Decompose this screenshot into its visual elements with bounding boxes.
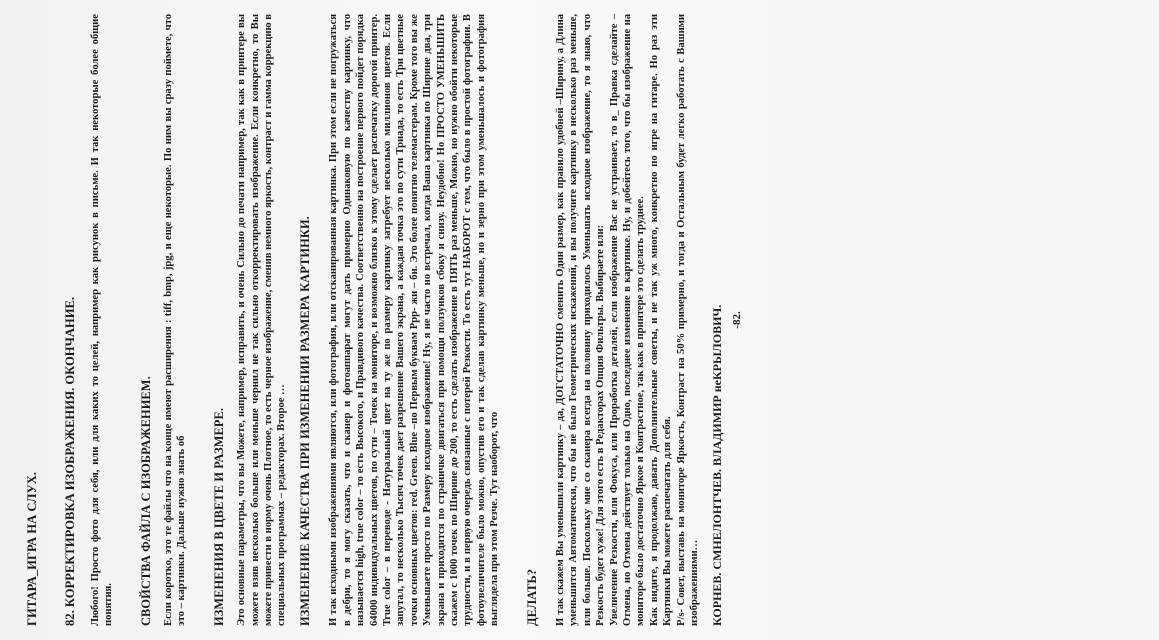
quality-heading: ИЗМЕНЕНИЕ КАЧЕСТВА ПРИ ИЗМЕНЕНИИ РАЗМЕРА КАРТИНКИ. [297, 216, 312, 626]
document-title: ГИТАРА_ИГРА НА СЛУХ. [24, 472, 39, 626]
page-number: -82. [730, 311, 743, 329]
quality-paragraph: И так исходными изображениями являются, или фотография, или отсканированная картинка. При этом если не погружаться в дебри, то я могу сказать, что и сканер и фотоаппарат могут дать примерно Одинаковую по качеству картинку, что называется high, true color – то есть Высокого, и Правдивого качества. Соответственно на построение первого пойдет порядка 64000 индивидуальных цветов, по сути – Точек на мониторе, и возможно близко к этому сделает распечатку дорогой принтер. True color – в переводе - Натуральный цвет на ту же по размеру картинку затребует несколько миллионов цветов. Если запутал, то несколько Тысяч точек дает разрешение Вашего экрана, а каждая точка это по сути Триада, то есть Три цветные точки основных цветов: red. Green. Blue –по Первым буквам Ррр- жи – би. Это более понятно телемастерам. Кроме того вы же Уменьшаете просто по Размеру исходное изображение! Ну, я не часто но встречал, когда Ваша картинка по Ширине два, три экрана и приходится по страничке двигаться при помощи ползунков сбоку и снизу. Неудобно! Но ПРОСТО УМЕНЬШИТЬ скажем с 1000 точек по Ширине до 200, то есть сделать изображение в ПЯТЬ раз меньше, Можно, но нужно обойти некоторые трудности, и в первую очередь связанные с потерей Резкости. То есть тут НАБОРОТ с тем, что было в простой фотографии. В фотоувеличителе было можно, опустив его и так сделав картинку меньше, но и зерно при этом уменьшалось и фотография выглядела при этом Резче. Тут наоборот, что [327, 14, 500, 626]
props-heading: СВОЙСТВА ФАЙЛА С ИЗОБРАЖЕНИЕМ. [138, 376, 153, 626]
rotated-document [20, 10, 1140, 630]
do-heading: ДЕЛАТЬ? [524, 568, 539, 626]
intro-paragraph: Любого! Просто фото для себя, или для каких то целей, например как рисунок в письме. И так некоторые более общие понятия. [89, 14, 114, 626]
do-paragraph: И так скажем Вы уменьшили картинку – да, ДОГСТАТОЧНО сменить Один размер, как правило удобней –Ширину, а Длина уменьшится Автоматически, что бы не было Геометрических искажений, и вы получите картинку в несколько раз меньше, или больше. Поскольку мне со сканера всегда на половину приходилось Уменьшать исходное изображение, то я знаю, что Резкость будет хуже! Для этого есть в Редакторах Опция Фильтры. Выбираете или: [554, 14, 606, 626]
signature: КОРНЕВ. СМНЕЛОНТЧЕВ. ВЛАДИМИР неКРЫЛОВИЧ. [709, 304, 724, 626]
do-paragraph-3: Как видите, я продолжаю, давать Дополнительные советы, и не так уж много, конкретно по игре на гитаре. Но раз эти Картинки Вы можете распечатать для себя. [648, 14, 673, 626]
props-paragraph: Если коротко, это те файлы что на конце имеют расширения : tiff, bmp, jpg, и еще некоторые. По ним вы сразу поймете, что это – картинки. Дальше нужно знать об [162, 14, 187, 626]
do-paragraph-2: Увеличение Резкости, или Фокуса, или Проработка деталей, если изображение Вас не устраивает, то в_ Правка сделайте –Отмена, но Отмена действует только на Одно, последнее изменение в картинке. Ну, и добейтесь того, что бы изображение на мониторе было достаточно Яркое и Контрастное, так как в принтере это сделать труднее. [608, 14, 646, 626]
color-heading: ИЗМЕНЕНИЯ В ЦВЕТЕ И РАЗМЕРЕ. [211, 407, 226, 626]
section-title: 82. КОРРЕКТИРОВКА ИЗОБРАЖЕНИЯ. ОКОНЧАНИЕ. [62, 296, 77, 626]
ps-paragraph: P/s- Совет, выставь на мониторе Яркость, Контраст на 50% примерно, и тогда и Остальным будет легко работать с Вашими изображениями… [675, 14, 700, 626]
color-paragraph: Это основные параметры, что вы Можете, например, исправить, и очень Сильно до печати например, так как в принтере вы можете взяв несколько больше или меньше чернил не так сильно откорректировать изображение. Если конкретно, то Вы можете привести в норму очень Плотное, то есть черное изображение, сменив немного яркость, контраст и гамма коррекцию в специальных программах – редакторах. Второе … [235, 14, 287, 626]
